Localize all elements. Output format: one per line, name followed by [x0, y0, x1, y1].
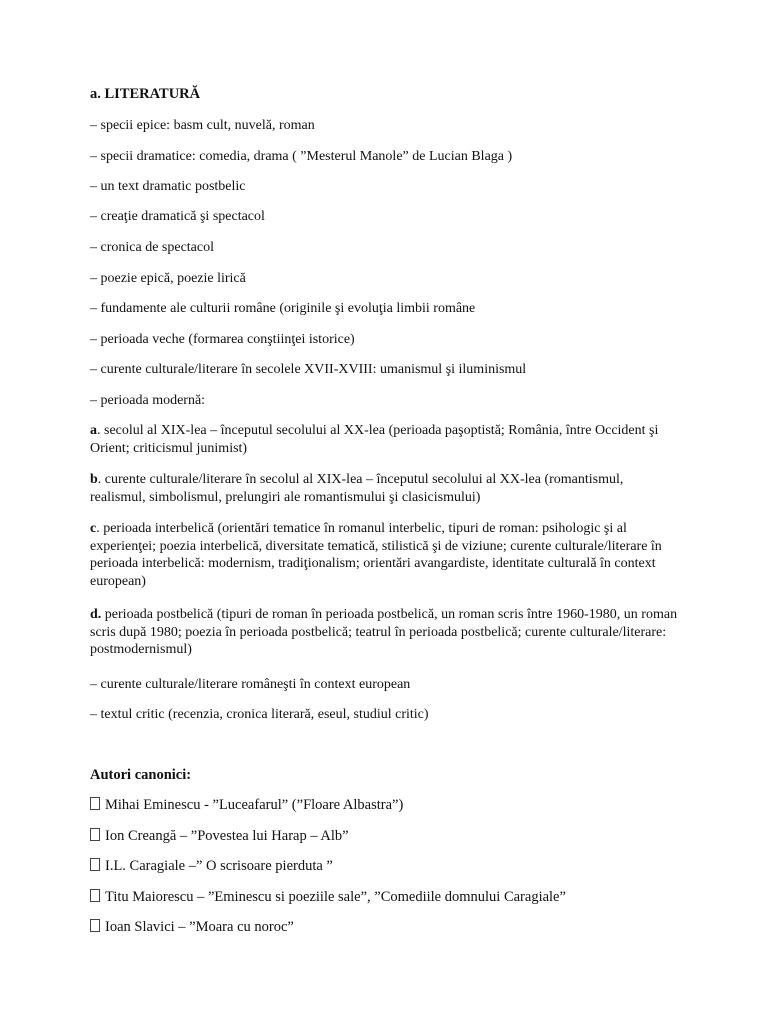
sub-item-letter: d.: [90, 607, 102, 622]
list-item: – poezie epică, poezie lirică: [90, 271, 246, 286]
sub-item-letter: c: [90, 521, 97, 536]
bullet-box-icon: [90, 828, 100, 841]
sub-item-letter: a: [90, 423, 97, 438]
sub-item-text: . secolul al XIX-lea – începutul secolului al XX-lea (perioada paşoptistă; România, între Occident şi Orient; criticismul junimist): [90, 423, 659, 456]
list-item: – creaţie dramatică şi spectacol: [90, 209, 265, 224]
bullet-box-icon: [90, 858, 100, 871]
sub-item-text: . curente culturale/literare în secolul al XIX-lea – începutul secolului al XX-lea (romantismul, realismul, simbolismul, prelungiri ale romantismului şi clasicismului): [90, 472, 624, 505]
sub-item-a: [90, 422, 680, 457]
author-item: [90, 797, 403, 814]
author-item: [90, 889, 566, 906]
sub-item-text: perioada postbelică (tipuri de roman în perioada postbelică, un roman scris între 1960-1980, un roman scris după 1980; poezia în perioada postbelică; teatrul în perioada postbelică; curente culturale/literare: postmodernismul): [90, 607, 678, 657]
section-a-title: a. LITERATURĂ: [90, 86, 201, 102]
list-item: – perioada modernă:: [90, 393, 206, 408]
author-item: [90, 919, 294, 936]
sub-item-c: [90, 520, 680, 590]
authors-title: Autori canonici:: [90, 767, 192, 783]
list-item: – specii epice: basm cult, nuvelă, roman: [90, 118, 315, 133]
sub-item-d: [90, 606, 680, 659]
author-text: Titu Maiorescu – ”Eminescu si poeziile sale”, ”Comediile domnului Caragiale”: [105, 889, 566, 905]
sub-item-text: . perioada interbelică (orientări tematice în romanul interbelic, tipuri de roman: psihologic şi al experienţei; poezia interbelică, diversitate tematică, stilistică şi de viziune; curente culturale/literare în perioada interbelică: modernism, tradiţionalism; orientări avangardiste, identitate culturală în context european): [90, 521, 662, 589]
list-item: – curente culturale/literare româneşti în context european: [90, 677, 411, 692]
list-item: – perioada veche (formarea conştiinţei istorice): [90, 332, 355, 347]
author-item: [90, 858, 333, 875]
list-item: – fundamente ale culturii române (originile şi evoluţia limbii române: [90, 301, 476, 316]
sub-item-letter: b: [90, 472, 98, 487]
list-item: – curente culturale/literare în secolele XVII-XVIII: umanismul şi iluminismul: [90, 362, 527, 377]
author-text: Mihai Eminescu - ”Luceafarul” (”Floare Albastra”): [105, 797, 404, 813]
list-item: – cronica de spectacol: [90, 240, 214, 255]
author-item: [90, 828, 349, 845]
author-text: I.L. Caragiale –” O scrisoare pierduta ”: [105, 858, 333, 874]
list-item: – textul critic (recenzia, cronica literară, eseul, studiul critic): [90, 707, 429, 722]
list-item: – specii dramatice: comedia, drama ( ”Mesterul Manole” de Lucian Blaga ): [90, 149, 513, 164]
list-item: – un text dramatic postbelic: [90, 179, 246, 194]
author-text: Ioan Slavici – ”Moara cu noroc”: [105, 919, 294, 935]
author-text: Ion Creangă – ”Povestea lui Harap – Alb”: [105, 828, 349, 844]
sub-item-b: [90, 471, 680, 506]
bullet-box-icon: [90, 797, 100, 810]
bullet-box-icon: [90, 919, 100, 932]
bullet-box-icon: [90, 889, 100, 902]
